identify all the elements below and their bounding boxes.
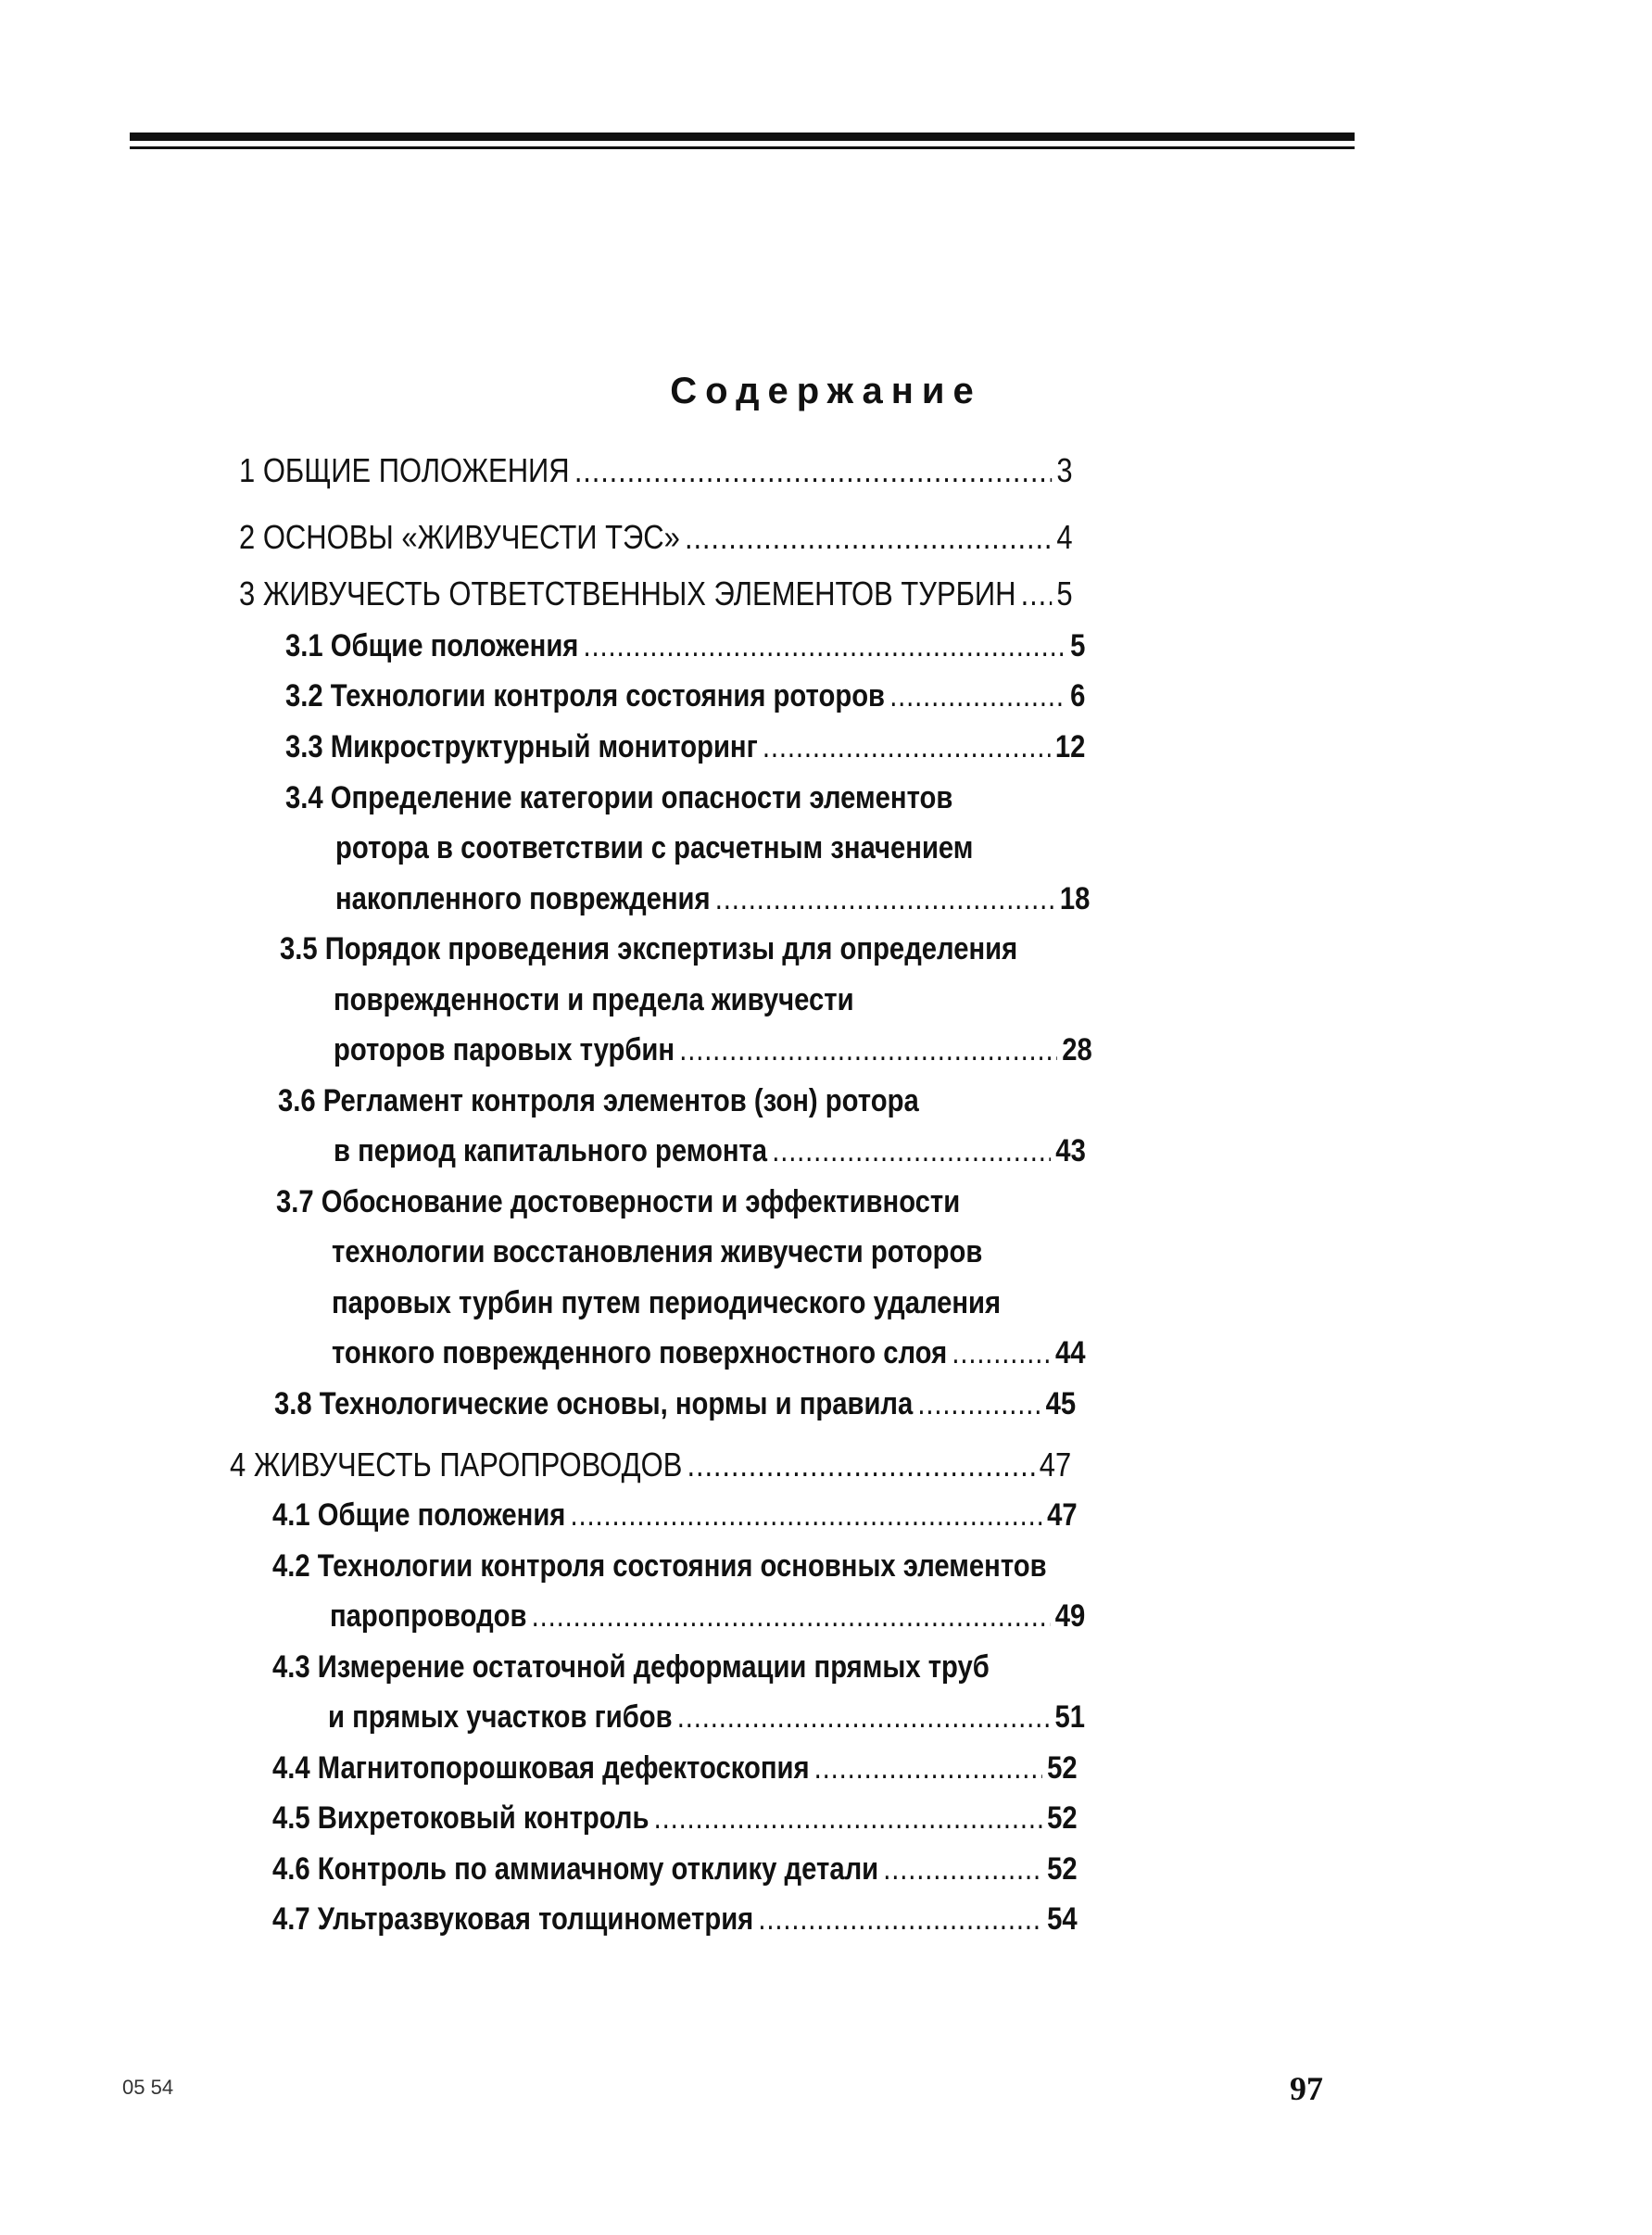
toc-page-number: 49 [1054,1598,1086,1634]
toc-entry-text: 4 ЖИВУЧЕСТЬ ПАРОПРОВОДОВ [230,1446,683,1484]
toc-entry [332,1337,1086,1369]
toc-entry-text: 4.4 Магнитопорошковая дефектоскопия [272,1750,810,1786]
toc-page-number: 52 [1047,1851,1078,1887]
toc-entry-text: поврежденности и предела живучести [334,982,854,1017]
toc-page-number: 3 [1056,451,1073,489]
toc-entry [285,731,1085,763]
toc-entry-text: накопленного повреждения [335,881,711,916]
toc-entry [272,1903,1078,1935]
toc-page-number: 47 [1047,1497,1078,1533]
toc-entry [285,782,952,814]
footer-code: 05 54 [122,2076,174,2099]
toc-entry-text: 3.2 Технологии контроля состояния роторов [285,678,886,713]
toc-entry [272,1499,1078,1531]
toc-page-number: 52 [1047,1750,1078,1786]
toc-page-number: 52 [1047,1800,1078,1836]
toc-entry [272,1853,1078,1885]
toc-entry-text: паропроводов [330,1598,527,1634]
toc-entry [285,680,1085,712]
toc-page-number: 12 [1054,729,1086,764]
toc-entry-text: 4.5 Вихретоковый контроль [272,1800,649,1836]
toc-entry-text: 4.2 Технологии контроля состояния основных элементов [272,1548,1047,1584]
toc-leader [1021,577,1052,611]
toc-entry-text: технологии восстановления живучести роторов [332,1234,983,1269]
toc-leader [814,1752,1042,1784]
toc-leader [677,1701,1051,1733]
toc-entry [239,451,1073,489]
toc-page-number: 54 [1047,1901,1078,1937]
toc-entry-text: 3.1 Общие положения [285,628,579,663]
toc-leader [687,1448,1035,1482]
toc-entry-text: 3 ЖИВУЧЕСТЬ ОТВЕТСТВЕННЫХ ЭЛЕМЕНТОВ ТУРБИН [239,575,1016,612]
toc-leader [715,883,1055,915]
toc-entry [280,933,1017,965]
toc-page-number: 47 [1039,1446,1072,1484]
toc-leader [883,1853,1042,1885]
toc-entry-text: ротора в соответствии с расчетным значением [335,830,974,865]
toc-leader [952,1337,1050,1369]
toc-entry [274,1388,1076,1420]
toc-entry-text: 4.1 Общие положения [272,1497,566,1533]
toc-entry-text: 4.7 Ультразвуковая толщинометрия [272,1901,754,1937]
toc-entry [334,984,854,1016]
toc-page-number: 45 [1045,1386,1077,1421]
toc-entry-text: 3.5 Порядок проведения экспертизы для определения [280,931,1018,966]
toc-page-number: 6 [1070,678,1086,713]
toc-page-number: 43 [1055,1133,1086,1168]
toc-leader [584,630,1066,662]
toc-entry [335,832,973,864]
toc-leader [758,1903,1042,1935]
toc-page-number: 4 [1056,518,1073,556]
toc-page-number: 5 [1056,575,1073,612]
toc-entry [239,577,1073,611]
toc-entry [334,1034,1092,1066]
toc-leader [532,1600,1051,1632]
toc-page-number: 5 [1070,628,1086,663]
page-number: 97 [1290,2070,1323,2107]
toc-entry-text: роторов паровых турбин [334,1032,675,1067]
toc-leader [763,731,1051,763]
toc-page-number: 44 [1055,1335,1086,1370]
toc-entry-text: 3.7 Обоснование достоверности и эффективности [276,1184,961,1219]
toc-entry-text: 4.3 Измерение остаточной деформации прямых труб [272,1649,990,1685]
toc-leader [772,1135,1051,1167]
toc-entry-text: и прямых участков гибов [328,1699,673,1735]
toc-entry-text: 4.6 Контроль по аммиачному отклику детали [272,1851,879,1887]
toc-entry [278,1085,919,1117]
toc-entry-text: 3.6 Регламент контроля элементов (зон) ротора [278,1083,919,1118]
toc-entry [276,1186,960,1218]
toc-leader [679,1034,1057,1066]
toc-leader [917,1388,1040,1420]
toc-entry-text: 2 ОСНОВЫ «ЖИВУЧЕСТИ ТЭС» [239,518,680,556]
toc-entry [285,630,1085,662]
toc-entry-text: паровых турбин путем периодического удаления [332,1285,1002,1320]
toc-entry [272,1550,1047,1582]
toc-entry-text: 3.3 Микроструктурный мониторинг [285,729,758,764]
toc-entry [332,1287,1001,1319]
toc-leader [654,1802,1042,1834]
page-title: Содержание [670,371,982,411]
toc-page-number: 18 [1059,881,1091,916]
toc-entry [334,1135,1086,1167]
toc-entry-text: тонкого поврежденного поверхностного слоя [332,1335,948,1370]
toc-page-number: 28 [1062,1032,1092,1067]
toc-entry-text: 3.8 Технологические основы, нормы и правила [274,1386,914,1421]
toc-leader [574,454,1052,487]
toc-entry [272,1802,1078,1834]
toc-entry [330,1600,1085,1632]
toc-entry [335,883,1090,915]
toc-entry [272,1651,990,1683]
toc-leader [685,521,1052,554]
toc-entry-text: в период капитального ремонта [334,1133,768,1168]
toc-leader [571,1499,1042,1531]
toc-entry [230,1448,1071,1482]
toc-entry [332,1236,982,1268]
toc-entry-text: 1 ОБЩИЕ ПОЛОЖЕНИЯ [239,451,570,489]
toc-entry-text: 3.4 Определение категории опасности элементов [285,780,953,815]
toc-page-number: 51 [1054,1699,1085,1735]
toc-entry [272,1752,1078,1784]
toc-entry [239,518,1073,556]
toc-leader [889,680,1065,712]
toc-entry [328,1701,1085,1733]
